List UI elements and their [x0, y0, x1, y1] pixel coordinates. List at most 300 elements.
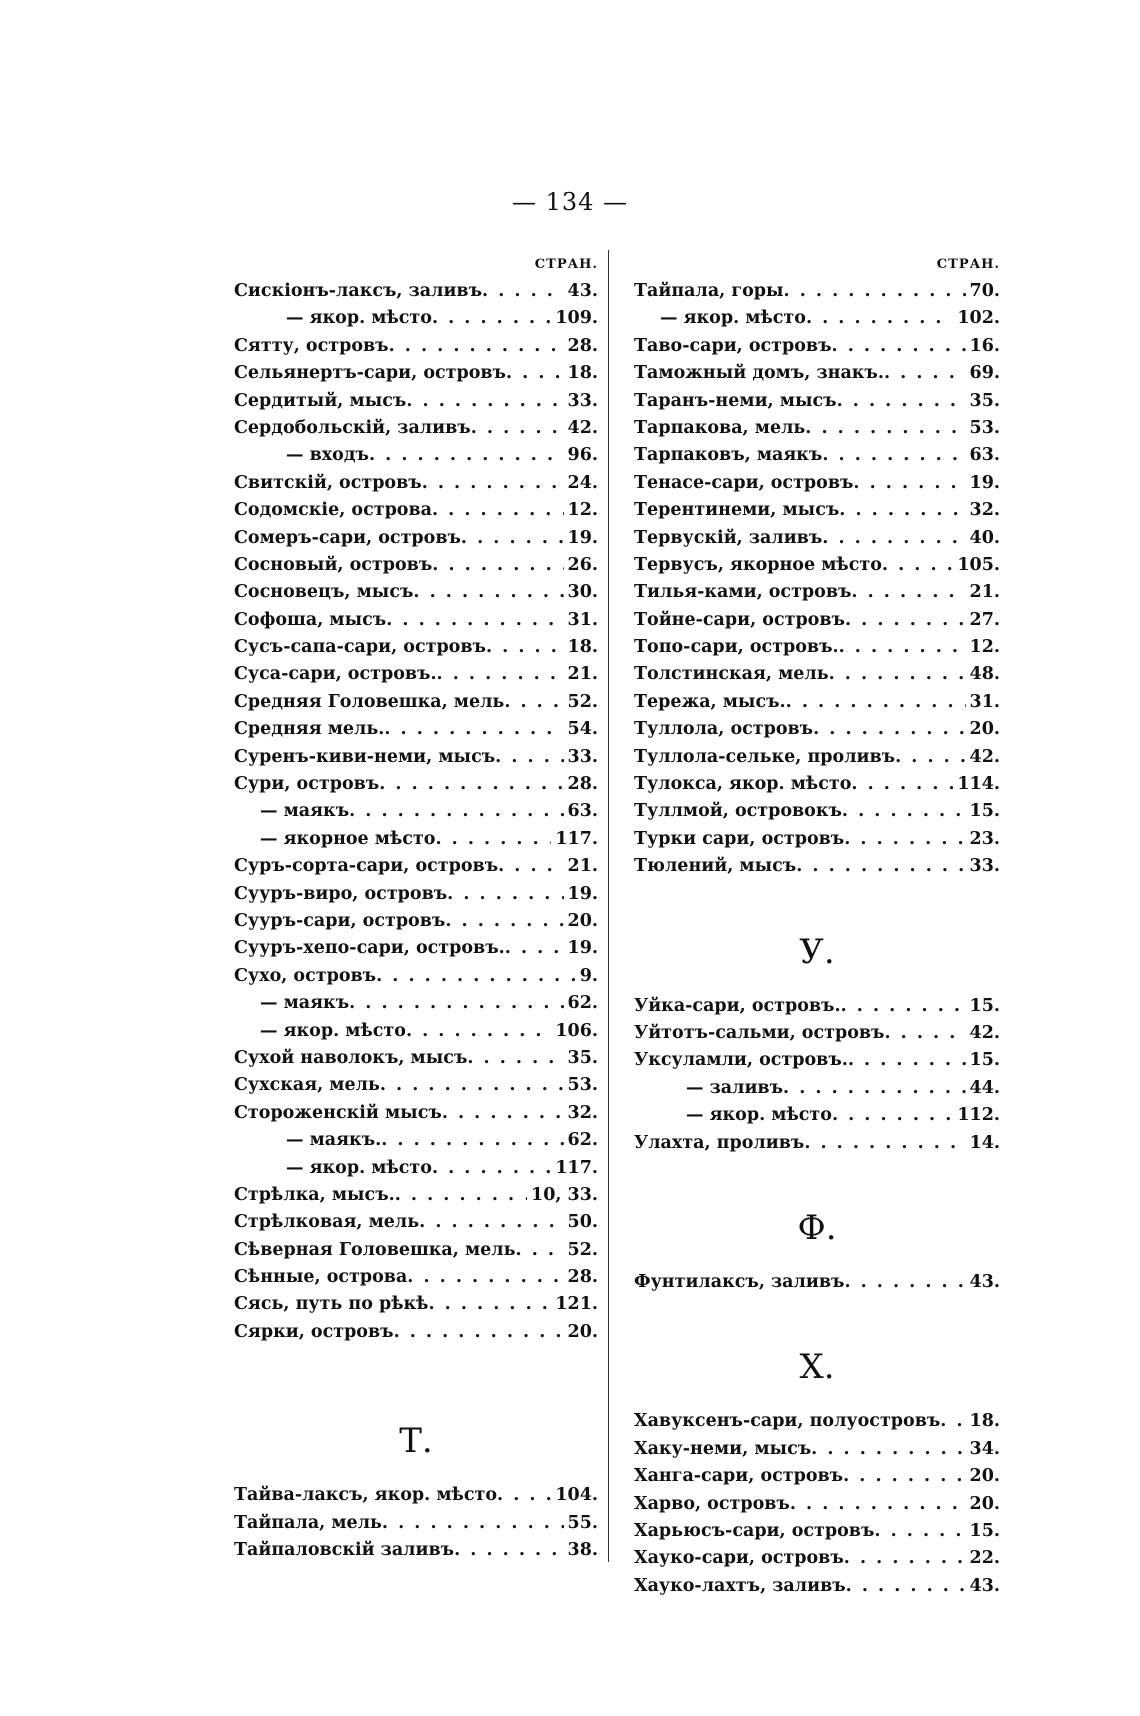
entry-page: 28. — [567, 335, 598, 356]
entry-page: 70. — [969, 281, 1000, 301]
index-entry — [634, 661, 1000, 688]
entry-page: 21. — [567, 856, 598, 877]
dot-leader — [486, 634, 564, 661]
entry-page: 117. — [555, 1157, 598, 1178]
index-entry — [634, 634, 1000, 661]
entry-name: Суса-сари, островъ. — [234, 664, 437, 685]
index-entry — [634, 278, 1000, 305]
dot-leader — [349, 798, 563, 825]
dot-leader — [837, 388, 966, 415]
index-entry — [634, 1436, 1000, 1463]
entry-page: 19. — [969, 472, 1000, 493]
entry-page: 35. — [567, 1047, 598, 1068]
index-entry — [634, 798, 1000, 825]
index-entry — [634, 1518, 1000, 1545]
entry-name: Сууръ-хепо-сари, островъ. — [234, 938, 505, 959]
index-entry — [634, 744, 1000, 771]
entry-page: 38. — [567, 1540, 598, 1561]
dot-leader — [843, 1463, 965, 1490]
entry-name: Сури, островъ — [234, 774, 380, 795]
entry-page: 15. — [969, 1050, 1000, 1071]
dot-leader — [435, 826, 551, 853]
index-entry — [234, 525, 598, 552]
entry-name: — якор. мѣсто — [286, 1157, 432, 1178]
entry-name: Сухская, мель — [234, 1075, 380, 1096]
entry-page: 22. — [969, 1548, 1000, 1569]
dot-leader — [845, 607, 966, 634]
entry-name: Суренъ-киви-неми, мысъ — [234, 746, 496, 767]
entry-name: Туллола, островъ — [634, 719, 814, 740]
index-entry — [234, 497, 598, 524]
entry-name: Сясь, путь по рѣкѣ — [234, 1294, 429, 1315]
entry-page: 26. — [567, 554, 598, 575]
entry-name: Толстинская, мель — [634, 664, 829, 685]
index-entry — [634, 579, 1000, 606]
index-entry — [634, 689, 1000, 716]
dot-leader — [505, 935, 564, 962]
entry-name: Сосновый, островъ — [234, 554, 433, 575]
entry-page: 33. — [969, 856, 1000, 877]
entry-page: 52. — [567, 691, 598, 712]
dot-leader — [822, 442, 965, 469]
entry-name: Харьюсъ-сари, островъ — [634, 1520, 875, 1541]
dot-leader — [806, 305, 953, 332]
dot-leader — [376, 963, 576, 990]
entry-name: Хауко-лахтъ, заливъ — [634, 1575, 846, 1596]
entry-page: 20. — [969, 1493, 1000, 1514]
entry-page: 44. — [969, 1077, 1000, 1098]
entry-page: 53. — [567, 1075, 598, 1096]
section-letter-u: У. — [799, 931, 835, 972]
right-column — [634, 252, 1000, 1600]
dot-leader — [813, 716, 965, 743]
entry-page: 117. — [555, 828, 598, 849]
entry-name: Тарпаковъ, маякъ — [634, 445, 823, 466]
entry-name: Тережа, мысъ. — [634, 691, 786, 712]
page-number: — 134 — — [511, 188, 629, 216]
dot-leader — [839, 497, 965, 524]
dot-leader — [461, 525, 564, 552]
entry-page: 18. — [969, 1411, 1000, 1432]
index-entry — [634, 1075, 1000, 1102]
index-entry — [634, 853, 1000, 880]
index-entry — [634, 360, 1000, 387]
index-entry — [234, 935, 598, 962]
index-entry — [234, 689, 598, 716]
dot-leader — [395, 1182, 527, 1209]
index-entry — [234, 360, 598, 387]
entry-page: 30. — [567, 582, 598, 603]
dot-leader — [874, 1518, 965, 1545]
entry-page: 33. — [567, 390, 598, 411]
entry-name: Средняя Головешка, мель — [234, 691, 505, 712]
entry-page: 40. — [969, 527, 1000, 548]
entry-name: Стрѣлковая, мель — [234, 1212, 420, 1233]
dot-leader — [379, 771, 563, 798]
entries-t-continued-list — [634, 278, 1000, 881]
entry-page: 15. — [969, 801, 1000, 822]
entry-page: 42. — [969, 1022, 1000, 1043]
dot-leader — [832, 333, 966, 360]
entry-name: Сискіонъ-лаксъ, заливъ — [234, 281, 483, 301]
index-entry — [234, 634, 598, 661]
dot-leader — [382, 1510, 564, 1537]
dot-leader — [447, 881, 563, 908]
dot-leader — [884, 1020, 965, 1047]
dot-leader — [467, 1045, 563, 1072]
dot-leader — [437, 661, 564, 688]
index-entry — [634, 1020, 1000, 1047]
index-entry — [234, 1127, 598, 1154]
dot-leader — [841, 993, 966, 1020]
index-entry — [234, 1182, 598, 1209]
entry-name: — якор. мѣсто — [286, 308, 432, 329]
entry-page: 53. — [969, 417, 1000, 438]
entry-page: 121. — [555, 1294, 598, 1315]
entry-name: Туллола-сельке, проливъ — [634, 746, 896, 767]
dot-leader — [432, 1155, 551, 1182]
entry-page: 35. — [969, 390, 1000, 411]
entry-page: 20. — [969, 1466, 1000, 1487]
index-entry — [634, 826, 1000, 853]
entry-name: — якорное мѣсто — [260, 828, 436, 849]
entry-name: Сердитый, мысъ — [234, 390, 407, 411]
entry-name: Тойне-сари, островъ — [634, 609, 845, 630]
entry-page: 55. — [567, 1512, 598, 1533]
index-entry — [234, 305, 598, 332]
entry-name: Средняя мель. — [234, 719, 385, 740]
dot-leader — [882, 552, 953, 579]
entry-page: 114. — [957, 774, 1000, 795]
dot-leader — [381, 1127, 563, 1154]
entry-name: — маякъ. — [286, 1130, 382, 1151]
index-entry — [234, 661, 598, 688]
entry-name: Содомскіе, острова — [234, 500, 432, 521]
index-entry — [634, 1573, 1000, 1600]
entry-page: 54. — [567, 719, 598, 740]
entry-name: Улахта, проливъ — [634, 1132, 805, 1153]
entry-page: 12. — [969, 637, 1000, 658]
index-entry — [634, 1269, 1000, 1296]
index-entry — [634, 415, 1000, 442]
entry-page: 104. — [555, 1485, 598, 1506]
entry-page: 19. — [567, 938, 598, 959]
entry-page: 12. — [567, 500, 598, 521]
left-column — [234, 252, 598, 1564]
entry-name: Сѣнные, острова — [234, 1267, 408, 1288]
entry-page: 19. — [567, 883, 598, 904]
dot-leader — [844, 826, 965, 853]
entry-name: Уйка-сари, островъ. — [634, 995, 841, 1016]
index-entry — [634, 1491, 1000, 1518]
index-entry — [634, 470, 1000, 497]
entry-name: Свитскій, островъ — [234, 472, 422, 493]
dot-leader — [506, 360, 564, 387]
entry-page: 102. — [957, 308, 1000, 329]
index-entry — [234, 1018, 598, 1045]
dot-leader — [445, 908, 563, 935]
entry-page: 112. — [957, 1105, 1000, 1126]
index-entry — [634, 497, 1000, 524]
entry-page: 15. — [969, 1520, 1000, 1541]
entry-name: Тулокса, якор. мѣсто — [634, 774, 852, 795]
dot-leader — [432, 305, 551, 332]
entries-u-list — [634, 993, 1000, 1157]
dot-leader — [851, 579, 965, 606]
entry-name: Сосновецъ, мысъ — [234, 582, 414, 603]
entry-name: Тайпала, мель — [234, 1512, 382, 1533]
entry-name: Сятту, островъ — [234, 335, 389, 356]
column-header: СТРАН. — [936, 257, 1000, 272]
index-entry — [634, 333, 1000, 360]
entries-f-list — [634, 1269, 1000, 1296]
index-entry — [234, 881, 598, 908]
dot-leader — [498, 853, 563, 880]
dot-leader — [783, 1075, 966, 1102]
entry-page: 42. — [969, 746, 1000, 767]
entry-name: Таво-сари, островъ — [634, 335, 832, 356]
dot-leader — [853, 470, 965, 497]
index-entry — [634, 525, 1000, 552]
index-entry — [234, 388, 598, 415]
index-entry — [234, 798, 598, 825]
section-letter-h: Х. — [799, 1347, 835, 1388]
dot-leader — [504, 689, 563, 716]
entry-page: 62. — [567, 993, 598, 1014]
dot-leader — [811, 1436, 965, 1463]
entry-name: — маякъ — [260, 993, 350, 1014]
entry-name: — якор. мѣсто — [660, 308, 806, 329]
entry-page: 18. — [567, 637, 598, 658]
entry-page: 69. — [969, 363, 1000, 384]
entry-name: Сѣверная Головешка, мель — [234, 1239, 516, 1260]
entry-name: Тервусъ, якорное мѣсто — [634, 554, 882, 575]
index-entry — [234, 771, 598, 798]
dot-leader — [844, 1269, 965, 1296]
dot-leader — [784, 278, 966, 305]
entry-name: Фунтилаксъ, заливъ — [634, 1271, 845, 1292]
entry-page: 9. — [579, 965, 598, 986]
entry-page: 15. — [969, 995, 1000, 1016]
dot-leader — [495, 744, 563, 771]
entry-name: Стороженскій мысъ — [234, 1102, 442, 1123]
index-entry — [234, 552, 598, 579]
index-entry — [234, 415, 598, 442]
entry-page: 21. — [969, 582, 1000, 603]
index-entry — [234, 853, 598, 880]
index-entry — [234, 1537, 598, 1564]
entry-page: 43. — [567, 281, 598, 301]
entry-name: Сердобольскій, заливъ — [234, 417, 471, 438]
entry-name: Турки сари, островъ — [634, 828, 845, 849]
entry-name: Тенасе-сари, островъ — [634, 472, 854, 493]
index-entry — [234, 1510, 598, 1537]
entry-name: Хавуксенъ-сари, полуостровъ — [634, 1411, 941, 1432]
index-entry — [634, 1102, 1000, 1129]
entry-page: 28. — [567, 774, 598, 795]
index-entry — [634, 1463, 1000, 1490]
entry-name: Сомеръ-сари, островъ — [234, 527, 461, 548]
index-entry — [234, 442, 598, 469]
entry-name: Сухой наволокъ, мысъ — [234, 1047, 468, 1068]
entries-h-list — [634, 1408, 1000, 1600]
dot-leader — [846, 1573, 966, 1600]
entry-name: Топо-сари, островъ. — [634, 637, 839, 658]
dot-leader — [790, 1491, 966, 1518]
dot-leader — [829, 661, 966, 688]
index-entry — [234, 963, 598, 990]
dot-leader — [380, 1072, 564, 1099]
section-letter-t: Т. — [399, 1421, 433, 1462]
entry-page: 19. — [567, 527, 598, 548]
entry-name: Уксуламли, островъ. — [634, 1050, 848, 1071]
entries-t-list — [234, 1482, 598, 1564]
dot-leader — [839, 634, 966, 661]
entry-page: 34. — [969, 1438, 1000, 1459]
index-entry — [234, 716, 598, 743]
entry-page: 18. — [567, 363, 598, 384]
dot-leader — [832, 1102, 953, 1129]
index-entry — [634, 607, 1000, 634]
entry-name: Тайпаловскій заливъ — [234, 1540, 455, 1561]
index-entry — [234, 744, 598, 771]
index-entry — [234, 607, 598, 634]
entry-name: Тайва-лаксъ, якор. мѣсто — [234, 1485, 498, 1506]
index-entry — [634, 1408, 1000, 1435]
entry-name: Хаку-неми, мысъ — [634, 1438, 812, 1459]
entry-name: Таможный домъ, знакъ. — [634, 363, 884, 384]
dot-leader — [796, 853, 965, 880]
entries-s-list — [234, 278, 598, 1346]
entry-name: Суръ-сорта-сари, островъ — [234, 856, 499, 877]
index-entry — [234, 278, 598, 305]
entry-page: 109. — [555, 308, 598, 329]
dot-leader — [822, 525, 965, 552]
index-entry — [634, 1545, 1000, 1572]
entry-name: Харво, островъ — [634, 1493, 790, 1514]
index-entry — [634, 1047, 1000, 1074]
dot-leader — [786, 689, 966, 716]
entry-page: 16. — [969, 335, 1000, 356]
dot-leader — [497, 1482, 551, 1509]
entry-page: 20. — [969, 719, 1000, 740]
entry-name: Тарпакова, мель — [634, 417, 806, 438]
column-header: СТРАН. — [534, 257, 598, 272]
entry-page: 32. — [567, 1102, 598, 1123]
dot-leader — [851, 771, 953, 798]
section-letter-f: Ф. — [797, 1207, 837, 1248]
dot-leader — [895, 744, 965, 771]
entry-page: 105. — [957, 554, 1000, 575]
dot-leader — [848, 1047, 966, 1074]
index-entry — [634, 552, 1000, 579]
index-entry — [234, 579, 598, 606]
index-entry — [634, 993, 1000, 1020]
dot-leader — [406, 1018, 551, 1045]
dot-leader — [805, 415, 965, 442]
entry-page: 106. — [555, 1020, 598, 1041]
dot-leader — [407, 1264, 563, 1291]
entry-name: Сельянертъ-сари, островъ — [234, 363, 506, 384]
dot-leader — [516, 1237, 564, 1264]
entry-name: — якор. мѣсто — [260, 1020, 406, 1041]
entry-name: — заливъ — [686, 1077, 784, 1098]
dot-leader — [349, 990, 563, 1017]
dot-leader — [406, 388, 563, 415]
entry-name: Ханга-сари, островъ — [634, 1466, 844, 1487]
entry-page: 21. — [567, 664, 598, 685]
index-entry — [634, 388, 1000, 415]
entry-name: Софоша, мысъ — [234, 609, 387, 630]
index-entry — [634, 305, 1000, 332]
entry-name: — маякъ — [260, 801, 350, 822]
dot-leader — [482, 278, 564, 305]
entry-page: 52. — [567, 1239, 598, 1260]
entry-page: 27. — [969, 609, 1000, 630]
entry-page: 63. — [567, 801, 598, 822]
index-entry — [634, 716, 1000, 743]
entry-page: 33. — [567, 746, 598, 767]
dot-leader — [940, 1408, 965, 1435]
index-entry — [234, 1155, 598, 1182]
entry-page: 23. — [969, 828, 1000, 849]
index-entry — [234, 1319, 598, 1346]
entry-page: 96. — [567, 445, 598, 466]
dot-leader — [369, 442, 564, 469]
dot-leader — [432, 497, 564, 524]
entry-page: 28. — [567, 1267, 598, 1288]
index-entry — [234, 1045, 598, 1072]
dot-leader — [389, 333, 564, 360]
entry-page: 24. — [567, 472, 598, 493]
index-entry — [634, 1130, 1000, 1157]
dot-leader — [471, 415, 564, 442]
entry-page: 42. — [567, 417, 598, 438]
entry-page: 48. — [969, 664, 1000, 685]
dot-leader — [804, 1130, 965, 1157]
dot-leader — [884, 360, 966, 387]
index-entry — [234, 1264, 598, 1291]
dot-leader — [432, 552, 563, 579]
dot-leader — [422, 470, 564, 497]
index-entry — [234, 1237, 598, 1264]
entry-name: — входъ — [286, 445, 369, 466]
entry-name: Сууръ-сари, островъ — [234, 910, 446, 931]
entry-name: Сухо, островъ — [234, 965, 377, 986]
entry-page: 32. — [969, 500, 1000, 521]
column-divider — [608, 250, 609, 1562]
dot-leader — [442, 1100, 564, 1127]
entry-page: 20. — [567, 1321, 598, 1342]
dot-leader — [386, 607, 563, 634]
entry-name: Хауко-сари, островъ — [634, 1548, 844, 1569]
entry-page: 50. — [567, 1212, 598, 1233]
index-entry — [234, 470, 598, 497]
entry-name: Тайпала, горы — [634, 281, 784, 301]
index-entry — [234, 1291, 598, 1318]
index-entry — [234, 1072, 598, 1099]
dot-leader — [844, 1545, 966, 1572]
dot-leader — [428, 1291, 551, 1318]
entry-page: 10, 33. — [531, 1184, 598, 1205]
entry-name: Уйтотъ-сальми, островъ — [634, 1022, 885, 1043]
dot-leader — [394, 1319, 564, 1346]
entry-page: 63. — [969, 445, 1000, 466]
dot-leader — [413, 579, 563, 606]
entry-page: 62. — [567, 1130, 598, 1151]
dot-leader — [384, 716, 563, 743]
entry-name: Терентинеми, мысъ — [634, 500, 840, 521]
